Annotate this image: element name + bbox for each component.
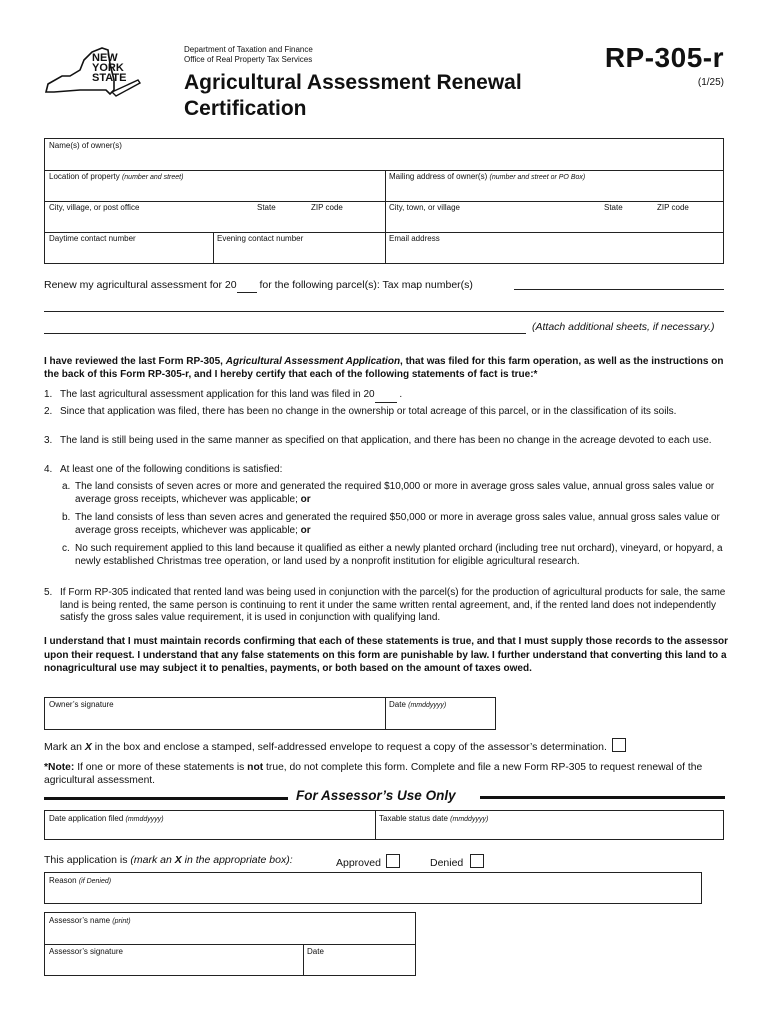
assessor-name-field[interactable]: Assessor’s name (print)	[49, 916, 131, 925]
attach-note: (Attach additional sheets, if necessary.)	[532, 321, 715, 333]
denied-option: Denied	[430, 854, 484, 870]
understand-statement: I understand that I must maintain records confirming that each of these statements is true, and that I must supply those records to the assessor upon their request. I understand that any false statements on this form are punishable by law. I further understand that converting this land to a nonagricultural use may subject it to penalties, payments, or both based on the amount of taxes owed.	[44, 636, 729, 674]
tax-map-line-3[interactable]	[44, 333, 526, 334]
state-label: State	[257, 203, 276, 212]
tax-map-line-2[interactable]	[44, 311, 724, 312]
property-location-field[interactable]: Location of property (number and street)	[49, 172, 184, 181]
zip-label: ZIP code	[311, 203, 343, 212]
form-title: Agricultural Assessment Renewal Certification	[184, 71, 522, 120]
mailing-zip-label: ZIP code	[657, 203, 689, 212]
assessor-dates-row	[44, 810, 724, 840]
department-name: Department of Taxation and Finance Office of Real Property Tax Services	[184, 45, 313, 64]
condition-b: b. The land consists of less than seven acres and generated the required $50,000 or more in average gross sales value, annual gross sales value or average gross receipts, whichever was applicable; or	[62, 512, 720, 536]
renew-statement: Renew my agricultural assessment for 20 for the following parcel(s): Tax map number(s)	[44, 279, 473, 291]
statement-5: 5. If Form RP-305 indicated that rented land was being used in conjunction with the parcel(s) for the production of agricultural products for sale, the same land is being rented, the same person is continuing to rent it under the same written rental agreement, and, if the rented land does not independently satisfy the gross sales value requirement, it is used in conjunction with qualifying land.	[44, 587, 726, 623]
certify-statement: I have reviewed the last Form RP-305, Agricultural Assessment Application, that was filed for this farm operation, as well as the instructions on the back of this Form RP-305-r, and I hereby certify that each of the following statements of fact is true:*	[44, 356, 724, 380]
date-application-filed-field[interactable]: Date application filed (mmddyyyy)	[49, 814, 164, 823]
owner-signature-date-field[interactable]: Date (mmddyyyy)	[389, 700, 447, 709]
owner-signature-field[interactable]: Owner’s signature	[49, 700, 114, 709]
mailing-city-field[interactable]: City, town, or village State ZIP code	[389, 203, 689, 212]
approved-option: Approved	[336, 854, 400, 870]
statement-3: 3. The land is still being used in the same manner as specified on that application, and there has been no change in the acreage devoted to each use.	[44, 435, 712, 446]
assessor-signature-field[interactable]: Assessor’s signature	[49, 947, 123, 956]
condition-a: a. The land consists of seven acres or more and generated the required $10,000 or more in average gross sales value, annual gross sales value or average gross receipts, whichever was applicable; or	[62, 481, 715, 505]
daytime-phone-field[interactable]: Daytime contact number	[49, 234, 136, 243]
mailing-address-field[interactable]: Mailing address of owner(s) (number and street or PO Box)	[389, 172, 586, 181]
evening-phone-field[interactable]: Evening contact number	[217, 234, 304, 243]
application-status-line: This application is (mark an X in the appropriate box):	[44, 854, 293, 866]
form-revision: (1/25)	[697, 77, 724, 88]
renew-year-field[interactable]	[237, 279, 257, 293]
logo-text-york: YORK	[92, 62, 124, 74]
city-field[interactable]: City, village, or post office State ZIP code	[49, 203, 343, 212]
request-copy-checkbox[interactable]	[612, 738, 626, 752]
assessor-date-field[interactable]: Date	[307, 947, 324, 956]
assessor-heading-rule-right	[480, 796, 725, 799]
last-filed-year-field[interactable]	[375, 389, 397, 403]
denial-reason-field[interactable]: Reason (if Denied)	[44, 872, 702, 904]
owner-names-field[interactable]: Name(s) of owner(s)	[49, 141, 122, 150]
email-field[interactable]: Email address	[389, 234, 440, 243]
assessor-section-heading: For Assessor’s Use Only	[296, 788, 456, 803]
denied-checkbox[interactable]	[470, 854, 484, 868]
form-number: RP-305-r	[604, 42, 724, 73]
tax-map-number-field[interactable]	[514, 289, 724, 290]
mailing-state-label: State	[604, 203, 623, 212]
assessor-heading-rule-left	[44, 797, 288, 800]
logo-text-state: STATE	[92, 72, 127, 84]
statement-4: 4. At least one of the following conditions is satisfied:	[44, 464, 283, 475]
approved-checkbox[interactable]	[386, 854, 400, 868]
assessor-sign-box	[44, 912, 416, 976]
owner-signature-box	[44, 697, 496, 730]
logo-text-new: NEW	[92, 52, 118, 64]
condition-c: c. No such requirement applied to this land because it qualified as either a newly planted orchard (including tree nut orchard), vineyard, or hopyard, a newly established Christmas tree operation, or land used by a nonprofit institution for eligible agricultural research.	[62, 543, 723, 567]
statement-1: 1. The last agricultural assessment application for this land was filed in 20 .	[44, 389, 734, 403]
owner-info-grid	[44, 138, 724, 264]
statement-2: 2. Since that application was filed, there has been no change in the ownership or total acreage of this parcel, or in the classification of its soils.	[44, 406, 677, 417]
taxable-status-date-field[interactable]: Taxable status date (mmddyyyy)	[379, 814, 489, 823]
request-copy-statement: Mark an X in the box and enclose a stamped, self-addressed envelope to request a copy of the assessor’s determination.	[44, 738, 626, 754]
nys-logo	[40, 40, 160, 110]
note-statement: *Note: If one or more of these statements is not true, do not complete this form. Complete and file a new Form RP-305 to request renewal of the agricultural assessment.	[44, 762, 703, 786]
